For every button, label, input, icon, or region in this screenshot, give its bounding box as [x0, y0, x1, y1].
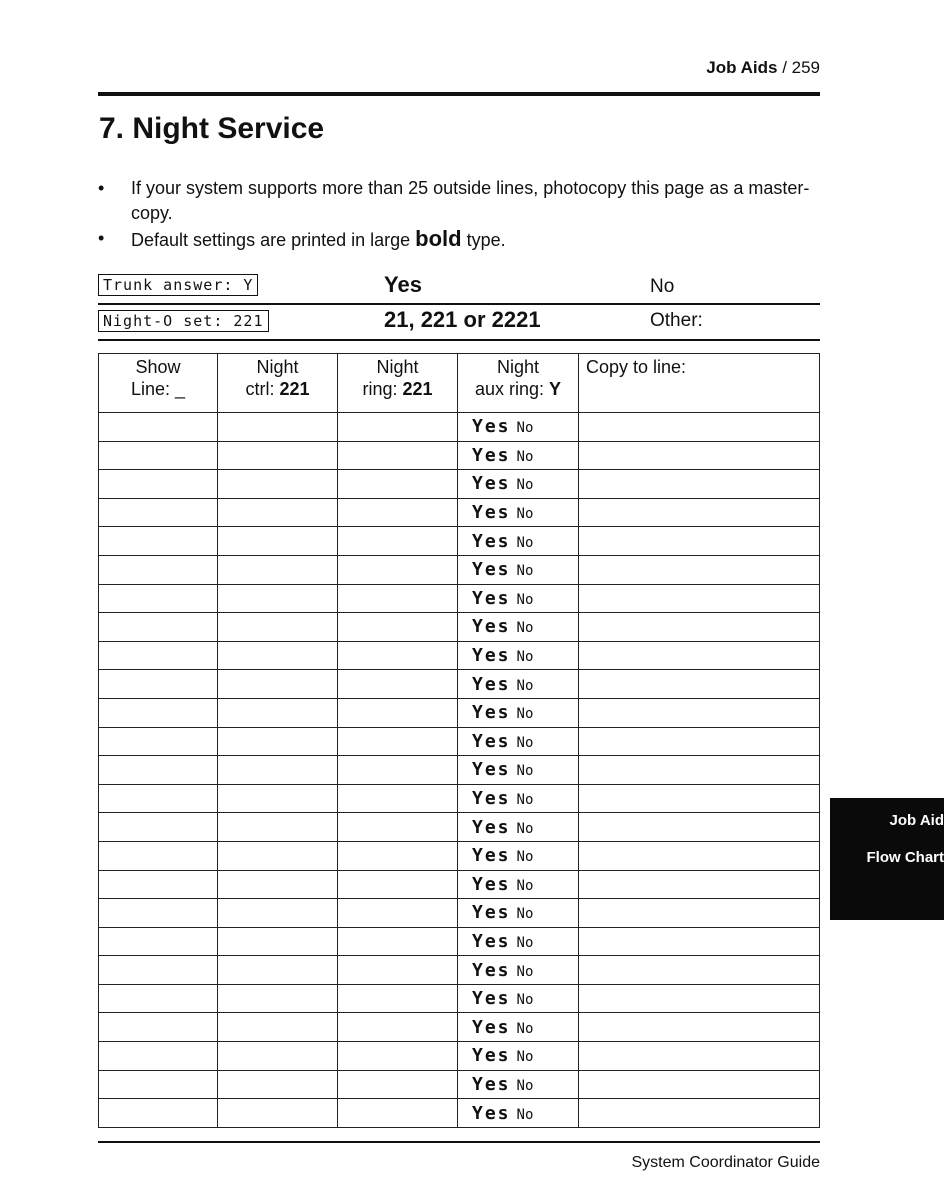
night-ctrl-cell[interactable] [218, 698, 338, 727]
yes-option[interactable]: Yes [472, 988, 511, 1010]
instruction-text: type. [461, 230, 506, 250]
aux-ring-cell [458, 441, 579, 470]
night-ring-cell[interactable] [338, 441, 458, 470]
night-ring-cell[interactable] [338, 527, 458, 556]
show-line-cell[interactable] [99, 899, 218, 928]
show-line-cell[interactable] [99, 756, 218, 785]
copy-to-line-cell[interactable] [579, 641, 820, 670]
table-row [99, 1042, 820, 1071]
night-ctrl-cell[interactable] [218, 670, 338, 699]
show-line-cell[interactable] [99, 927, 218, 956]
table-row [99, 984, 820, 1013]
aux-ring-cell [458, 1042, 579, 1071]
yes-option[interactable]: Yes [472, 816, 511, 838]
night-ctrl-cell[interactable] [218, 984, 338, 1013]
header-night-ring: Night ring: 221 [338, 354, 458, 413]
tab-job-aid[interactable]: Job Aid [889, 812, 944, 829]
instruction-text: If your system supports more than 25 outside lines, photocopy this page as a master-copy. [131, 178, 810, 223]
no-option[interactable]: No [516, 849, 534, 866]
night-ring-cell[interactable] [338, 670, 458, 699]
night-ctrl-cell[interactable] [218, 1099, 338, 1128]
no-option[interactable]: No [516, 506, 534, 523]
night-ring-cell[interactable] [338, 1042, 458, 1071]
aux-ring-cell [458, 784, 579, 813]
yes-option[interactable]: Yes [472, 530, 511, 552]
show-line-cell[interactable] [99, 1013, 218, 1042]
night-ring-cell[interactable] [338, 555, 458, 584]
night-ctrl-cell[interactable] [218, 613, 338, 642]
table-row [99, 527, 820, 556]
night-ctrl-cell[interactable] [218, 470, 338, 499]
night-ring-cell[interactable] [338, 899, 458, 928]
copy-to-line-cell[interactable] [579, 498, 820, 527]
no-option[interactable]: No [516, 620, 534, 637]
copy-to-line-cell[interactable] [579, 1099, 820, 1128]
show-line-cell[interactable] [99, 984, 218, 1013]
no-option[interactable]: No [516, 477, 534, 494]
yes-option[interactable]: Yes [472, 1073, 511, 1095]
night-ctrl-cell[interactable] [218, 555, 338, 584]
copy-to-line-cell[interactable] [579, 413, 820, 442]
night-o-set-alternative: Other: [650, 310, 703, 331]
instruction-text: Default settings are printed in large [131, 230, 416, 250]
night-o-set-default: 21, 221 or 2221 [384, 307, 541, 332]
table-row [99, 841, 820, 870]
no-option[interactable]: No [516, 1077, 534, 1094]
no-option[interactable]: No [516, 591, 534, 608]
show-line-cell[interactable] [99, 956, 218, 985]
yes-option[interactable]: Yes [472, 502, 511, 524]
night-ring-cell[interactable] [338, 756, 458, 785]
table-row [99, 413, 820, 442]
copy-to-line-cell[interactable] [579, 670, 820, 699]
yes-option[interactable]: Yes [472, 702, 511, 724]
night-ring-cell[interactable] [338, 813, 458, 842]
aux-ring-cell [458, 413, 579, 442]
header-night-aux-ring: Night aux ring: Y [458, 354, 579, 413]
table-row [99, 756, 820, 785]
table-row [99, 441, 820, 470]
night-ring-cell[interactable] [338, 584, 458, 613]
yes-option[interactable]: Yes [472, 788, 511, 810]
settings-divider [98, 303, 820, 305]
table-row [99, 870, 820, 899]
show-line-cell[interactable] [99, 727, 218, 756]
night-ctrl-cell[interactable] [218, 1042, 338, 1071]
page-title: 7. Night Service [99, 112, 325, 145]
table-row [99, 927, 820, 956]
yes-option[interactable]: Yes [472, 673, 511, 695]
table-row [99, 670, 820, 699]
table-row [99, 641, 820, 670]
table-row [99, 956, 820, 985]
show-line-cell[interactable] [99, 413, 218, 442]
aux-ring-cell [458, 613, 579, 642]
no-option[interactable]: No [516, 706, 534, 723]
show-line-cell[interactable] [99, 527, 218, 556]
night-ring-cell[interactable] [338, 841, 458, 870]
footer-text: System Coordinator Guide [631, 1154, 820, 1171]
no-option[interactable]: No [516, 734, 534, 751]
header-section: Job Aids [706, 58, 778, 77]
aux-ring-cell [458, 927, 579, 956]
no-option[interactable]: No [516, 1106, 534, 1123]
no-option[interactable]: No [516, 963, 534, 980]
night-ring-cell[interactable] [338, 641, 458, 670]
header-copy-to-line: Copy to line: [579, 354, 820, 413]
no-option[interactable]: No [516, 820, 534, 837]
no-option[interactable]: No [516, 763, 534, 780]
copy-to-line-cell[interactable] [579, 1013, 820, 1042]
trunk-answer-alternative: No [650, 276, 675, 297]
copy-to-line-cell[interactable] [579, 470, 820, 499]
night-ctrl-cell[interactable] [218, 413, 338, 442]
aux-ring-cell [458, 984, 579, 1013]
night-ctrl-cell[interactable] [218, 870, 338, 899]
copy-to-line-cell[interactable] [579, 527, 820, 556]
instruction-item [98, 226, 820, 253]
copy-to-line-cell[interactable] [579, 841, 820, 870]
show-line-cell[interactable] [99, 1070, 218, 1099]
night-o-set-display: Night-O set: 221 [98, 310, 269, 332]
table-row [99, 470, 820, 499]
night-ctrl-cell[interactable] [218, 1013, 338, 1042]
copy-to-line-cell[interactable] [579, 1070, 820, 1099]
aux-ring-cell [458, 470, 579, 499]
yes-option[interactable]: Yes [472, 759, 511, 781]
copy-to-line-cell[interactable] [579, 870, 820, 899]
no-option[interactable]: No [516, 906, 534, 923]
night-ring-cell[interactable] [338, 470, 458, 499]
copy-to-line-cell[interactable] [579, 698, 820, 727]
aux-ring-cell [458, 584, 579, 613]
no-option[interactable]: No [516, 448, 534, 465]
table-row [99, 555, 820, 584]
aux-ring-cell [458, 1099, 579, 1128]
yes-option[interactable]: Yes [472, 1016, 511, 1038]
yes-option[interactable]: Yes [472, 559, 511, 581]
night-ring-cell[interactable] [338, 927, 458, 956]
night-ring-cell[interactable] [338, 1099, 458, 1128]
no-option[interactable]: No [516, 792, 534, 809]
page-header [706, 58, 820, 78]
night-ctrl-cell[interactable] [218, 956, 338, 985]
night-ctrl-cell[interactable] [218, 441, 338, 470]
show-line-cell[interactable] [99, 441, 218, 470]
table-row [99, 1013, 820, 1042]
footer-rule [98, 1141, 820, 1143]
show-line-cell[interactable] [99, 555, 218, 584]
table-row [99, 899, 820, 928]
copy-to-line-cell[interactable] [579, 441, 820, 470]
no-option[interactable]: No [516, 649, 534, 666]
no-option[interactable]: No [516, 534, 534, 551]
section-tab[interactable] [830, 798, 944, 920]
show-line-cell[interactable] [99, 1042, 218, 1071]
no-option[interactable]: No [516, 992, 534, 1009]
show-line-cell[interactable] [99, 584, 218, 613]
show-line-cell[interactable] [99, 498, 218, 527]
night-ring-cell[interactable] [338, 1070, 458, 1099]
no-option[interactable]: No [516, 563, 534, 580]
night-ring-cell[interactable] [338, 613, 458, 642]
table-header-row [99, 354, 820, 413]
night-ring-cell[interactable] [338, 784, 458, 813]
table-row [99, 1099, 820, 1128]
show-line-cell[interactable] [99, 841, 218, 870]
night-ctrl-cell[interactable] [218, 841, 338, 870]
aux-ring-cell [458, 870, 579, 899]
instruction-bold-word: bold [415, 226, 462, 251]
yes-option[interactable]: Yes [472, 616, 511, 638]
table-row [99, 498, 820, 527]
yes-option[interactable]: Yes [472, 959, 511, 981]
yes-option[interactable]: Yes [472, 930, 511, 952]
no-option[interactable]: No [516, 420, 534, 437]
yes-option[interactable]: Yes [472, 416, 511, 438]
night-ctrl-cell[interactable] [218, 756, 338, 785]
aux-ring-cell [458, 698, 579, 727]
copy-to-line-cell[interactable] [579, 813, 820, 842]
header-night-ctrl: Night ctrl: 221 [218, 354, 338, 413]
instruction-item [98, 176, 820, 226]
bullet-dot: • [98, 178, 105, 198]
aux-ring-cell [458, 1013, 579, 1042]
night-ctrl-cell[interactable] [218, 813, 338, 842]
aux-ring-cell [458, 498, 579, 527]
copy-to-line-cell[interactable] [579, 727, 820, 756]
night-service-table [98, 353, 820, 1128]
copy-to-line-cell[interactable] [579, 927, 820, 956]
show-line-cell[interactable] [99, 613, 218, 642]
show-line-cell[interactable] [99, 784, 218, 813]
copy-to-line-cell[interactable] [579, 613, 820, 642]
night-ring-cell[interactable] [338, 956, 458, 985]
table-row [99, 613, 820, 642]
night-ring-cell[interactable] [338, 413, 458, 442]
night-ctrl-cell[interactable] [218, 641, 338, 670]
show-line-cell[interactable] [99, 870, 218, 899]
no-option[interactable]: No [516, 934, 534, 951]
aux-ring-cell [458, 813, 579, 842]
no-option[interactable]: No [516, 1020, 534, 1037]
night-ring-cell[interactable] [338, 870, 458, 899]
header-show-line: Show Line: _ [99, 354, 218, 413]
night-ctrl-cell[interactable] [218, 584, 338, 613]
yes-option[interactable]: Yes [472, 645, 511, 667]
aux-ring-cell [458, 641, 579, 670]
yes-option[interactable]: Yes [472, 587, 511, 609]
night-ring-cell[interactable] [338, 498, 458, 527]
night-ring-cell[interactable] [338, 984, 458, 1013]
yes-option[interactable]: Yes [472, 444, 511, 466]
instruction-list [98, 176, 820, 253]
header-rule [98, 92, 820, 96]
night-ctrl-cell[interactable] [218, 1070, 338, 1099]
table-row [99, 584, 820, 613]
yes-option[interactable]: Yes [472, 1045, 511, 1067]
aux-ring-cell [458, 756, 579, 785]
show-line-cell[interactable] [99, 470, 218, 499]
tab-flow-chart[interactable]: Flow Chart [866, 849, 944, 866]
aux-ring-cell [458, 527, 579, 556]
night-ctrl-cell[interactable] [218, 727, 338, 756]
night-ctrl-cell[interactable] [218, 527, 338, 556]
night-ring-cell[interactable] [338, 698, 458, 727]
night-ctrl-cell[interactable] [218, 498, 338, 527]
night-ctrl-cell[interactable] [218, 927, 338, 956]
night-ctrl-cell[interactable] [218, 899, 338, 928]
yes-option[interactable]: Yes [472, 845, 511, 867]
bullet-dot: • [98, 228, 105, 248]
header-page-number: / 259 [782, 58, 820, 77]
aux-ring-cell [458, 1070, 579, 1099]
copy-to-line-cell[interactable] [579, 756, 820, 785]
aux-ring-cell [458, 727, 579, 756]
show-line-cell[interactable] [99, 813, 218, 842]
show-line-cell[interactable] [99, 641, 218, 670]
night-ring-cell[interactable] [338, 727, 458, 756]
yes-option[interactable]: Yes [472, 473, 511, 495]
table-row [99, 813, 820, 842]
aux-ring-cell [458, 841, 579, 870]
night-ctrl-cell[interactable] [218, 784, 338, 813]
yes-option[interactable]: Yes [472, 873, 511, 895]
table-row [99, 784, 820, 813]
yes-option[interactable]: Yes [472, 902, 511, 924]
show-line-cell[interactable] [99, 1099, 218, 1128]
aux-ring-cell [458, 956, 579, 985]
copy-to-line-cell[interactable] [579, 984, 820, 1013]
table-row [99, 727, 820, 756]
copy-to-line-cell[interactable] [579, 584, 820, 613]
no-option[interactable]: No [516, 1049, 534, 1066]
table-row [99, 1070, 820, 1099]
show-line-cell[interactable] [99, 698, 218, 727]
aux-ring-cell [458, 555, 579, 584]
copy-to-line-cell[interactable] [579, 956, 820, 985]
aux-ring-cell [458, 899, 579, 928]
table-row [99, 698, 820, 727]
copy-to-line-cell[interactable] [579, 555, 820, 584]
copy-to-line-cell[interactable] [579, 1042, 820, 1071]
yes-option[interactable]: Yes [472, 730, 511, 752]
trunk-answer-default: Yes [384, 272, 422, 297]
night-ring-cell[interactable] [338, 1013, 458, 1042]
yes-option[interactable]: Yes [472, 1102, 511, 1124]
settings-divider [98, 339, 820, 341]
copy-to-line-cell[interactable] [579, 784, 820, 813]
trunk-answer-display: Trunk answer: Y [98, 274, 258, 296]
show-line-cell[interactable] [99, 670, 218, 699]
copy-to-line-cell[interactable] [579, 899, 820, 928]
aux-ring-cell [458, 670, 579, 699]
no-option[interactable]: No [516, 877, 534, 894]
no-option[interactable]: No [516, 677, 534, 694]
